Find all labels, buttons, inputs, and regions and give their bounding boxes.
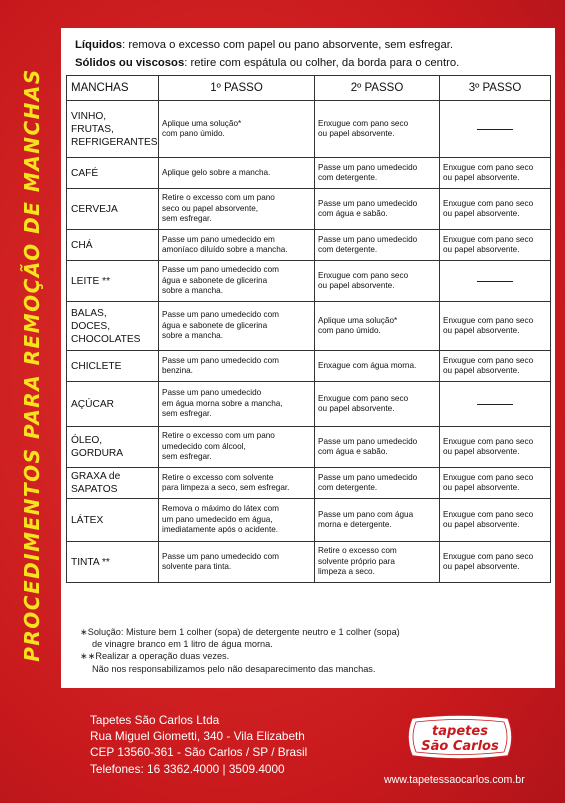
- stain-name-cell-line: LEITE **: [71, 275, 111, 287]
- step-3-cell-line: Enxugue com pano seco: [443, 472, 534, 482]
- step-3-cell-line: ou papel absorvente.: [443, 326, 520, 335]
- step-1-cell-line: Retire o excesso com um pano: [162, 193, 275, 203]
- header-step-3: 3º PASSO: [440, 76, 551, 101]
- step-3-cell: [440, 302, 551, 351]
- step-2-cell: [315, 189, 440, 230]
- step-3-cell: [440, 382, 551, 427]
- intro-text: [75, 36, 545, 72]
- step-1-cell-line: solvente para tinta.: [162, 562, 232, 571]
- step-2-cell-line: com detergente.: [318, 245, 378, 254]
- step-1-cell-line: Passe um pano umedecido com: [162, 265, 279, 275]
- step-2-cell-line: morna e detergente.: [318, 520, 392, 529]
- stain-name-cell-line: AÇÚCAR: [71, 398, 115, 410]
- table-row: [67, 351, 551, 382]
- intro-line-solids: [75, 54, 545, 72]
- step-1-cell-line: Retire o excesso com um pano: [162, 431, 275, 441]
- step-2-cell-line: Passe um pano umedecido: [318, 162, 418, 172]
- stain-name-cell-line: REFRIGERANTES: [71, 136, 158, 148]
- company-name: Tapetes São Carlos Ltda: [90, 713, 220, 727]
- step-1-cell-line: um pano umedecido em água,: [162, 514, 273, 524]
- table-row: [67, 427, 551, 468]
- step-3-cell-line: Enxugue com pano seco: [443, 162, 534, 172]
- stain-table: [66, 75, 551, 583]
- step-1-cell-line: água e sabonete de glicerina: [162, 275, 268, 285]
- step-3-cell-line: ou papel absorvente.: [443, 520, 520, 529]
- step-1-cell-line: sem esfregar.: [162, 409, 212, 419]
- step-2-cell-line: Passe um pano umedecido: [318, 234, 418, 244]
- header-step-2: 2º PASSO: [315, 76, 440, 101]
- step-1-cell: [159, 101, 315, 158]
- stain-name-cell-line: SAPATOS: [71, 484, 118, 495]
- table-row: [67, 261, 551, 302]
- step-3-cell: [440, 427, 551, 468]
- step-1-cell-line: sobre a mancha.: [162, 286, 223, 296]
- step-3-cell-line: Enxugue com pano seco: [443, 355, 534, 365]
- step-3-cell: [440, 230, 551, 261]
- stain-name-cell-line: CAFÉ: [71, 167, 99, 179]
- step-1-cell-line: em água morna sobre a mancha,: [162, 398, 283, 408]
- stain-name-cell-line: FRUTAS,: [71, 123, 114, 135]
- table-row: [67, 230, 551, 261]
- header-step-1: 1º PASSO: [159, 76, 315, 101]
- step-1-cell: [159, 382, 315, 427]
- step-2-cell-line: Enxugue com pano seco: [318, 393, 409, 403]
- table-row: [67, 382, 551, 427]
- stain-name-cell: [67, 499, 159, 542]
- stain-name-cell: [67, 468, 159, 499]
- footnote-line: ∗Solução: Misture bem 1 colher (sopa) de detergente neutro e 1 colher (sopa): [80, 627, 400, 637]
- stain-name-cell: [67, 189, 159, 230]
- table-row: [67, 158, 551, 189]
- stain-name-cell-line: CHÁ: [71, 239, 93, 251]
- side-title: [12, 68, 52, 662]
- step-2-cell: [315, 230, 440, 261]
- step-1-cell-line: sem esfregar.: [162, 452, 212, 462]
- stain-name-cell: [67, 261, 159, 302]
- step-3-cell: [440, 158, 551, 189]
- step-2-cell-line: com água e sabão.: [318, 447, 388, 456]
- stain-name-cell-line: LÁTEX: [71, 514, 104, 526]
- stain-name-cell-line: GORDURA: [71, 448, 124, 459]
- step-1-cell-line: Aplique gelo sobre a mancha.: [162, 167, 271, 177]
- street-address: Rua Miguel Giometti, 340 - Vila Elizabeth: [90, 729, 305, 744]
- step-1-cell-line: com pano úmido.: [162, 129, 225, 138]
- footnote-line: Não nos responsabilizamos pelo não desaparecimento das manchas.: [92, 663, 376, 674]
- stain-name-cell-line: CERVEJA: [71, 203, 118, 215]
- step-3-cell-line: ou papel absorvente.: [443, 209, 520, 218]
- step-1-cell-line: Remova o máximo do látex com: [162, 504, 279, 514]
- step-3-cell: [440, 351, 551, 382]
- stain-name-cell-line: VINHO,: [71, 110, 107, 122]
- step-2-cell-line: Passe um pano umedecido: [318, 472, 418, 482]
- step-1-cell: [159, 468, 315, 499]
- table-row: [67, 542, 551, 583]
- step-2-cell-line: Enxague com água morna.: [318, 360, 417, 370]
- step-3-cell-line: Enxugue com pano seco: [443, 551, 534, 561]
- step-1-cell: [159, 261, 315, 302]
- step-1-cell: [159, 302, 315, 351]
- no-step-dash: [477, 129, 513, 130]
- step-3-cell-line: Enxugue com pano seco: [443, 436, 534, 446]
- side-title-text: PROCEDIMENTOS PARA REMOÇÃO DE MANCHAS: [20, 68, 44, 662]
- step-2-cell: [315, 468, 440, 499]
- intro-liquids-label: Líquidos: [75, 39, 123, 51]
- step-2-cell: [315, 499, 440, 542]
- step-1-cell-line: para limpeza a seco, sem esfregar.: [162, 483, 290, 492]
- stain-name-cell: [67, 302, 159, 351]
- step-1-cell: [159, 499, 315, 542]
- step-1-cell: [159, 158, 315, 189]
- step-2-cell-line: Aplique uma solução*: [318, 315, 398, 325]
- step-3-cell: [440, 468, 551, 499]
- step-2-cell-line: ou papel absorvente.: [318, 129, 395, 138]
- table-row: [67, 302, 551, 351]
- step-2-cell-line: Enxugue com pano seco: [318, 270, 409, 280]
- no-step-dash: [477, 281, 513, 282]
- step-1-cell-line: imediatamente após o acidente.: [162, 525, 279, 535]
- step-2-cell-line: Passe um pano com água: [318, 509, 414, 519]
- stain-name-cell: [67, 427, 159, 468]
- table-row: [67, 189, 551, 230]
- intro-liquids-text: : remova o excesso com papel ou pano absorvente, sem esfregar.: [122, 39, 454, 51]
- stain-name-cell: [67, 351, 159, 382]
- step-2-cell: [315, 302, 440, 351]
- step-1-cell-line: umedecido com álcool,: [162, 441, 246, 451]
- step-1-cell-line: Passe um pano umedecido com: [162, 551, 279, 561]
- stain-name-cell-line: BALAS,: [71, 307, 107, 319]
- step-2-cell-line: solvente próprio para: [318, 556, 395, 566]
- header-stains: MANCHAS: [67, 76, 159, 101]
- footnote-line: ∗∗Realizar a operação duas vezes.: [80, 651, 230, 662]
- step-2-cell: [315, 351, 440, 382]
- step-1-cell: [159, 427, 315, 468]
- step-1-cell-line: Aplique uma solução*: [162, 118, 242, 128]
- step-1-cell-line: Passe um pano umedecido com: [162, 310, 279, 320]
- step-1-cell: [159, 351, 315, 382]
- step-2-cell: [315, 382, 440, 427]
- step-1-cell-line: amoníaco diluído sobre a mancha.: [162, 245, 288, 254]
- stain-name-cell-line: DOCES,: [71, 320, 111, 332]
- step-2-cell-line: ou papel absorvente.: [318, 404, 395, 413]
- step-2-cell-line: Enxugue com pano seco: [318, 118, 409, 128]
- step-1-cell-line: Passe um pano umedecido em: [162, 234, 275, 244]
- step-2-cell-line: com detergente.: [318, 173, 378, 182]
- step-2-cell: [315, 158, 440, 189]
- step-1-cell-line: sobre a mancha.: [162, 331, 223, 341]
- step-3-cell: [440, 542, 551, 583]
- stain-name-cell-line: CHICLETE: [71, 360, 122, 372]
- stain-name-cell-line: CHOCOLATES: [71, 333, 141, 345]
- step-2-cell-line: com pano úmido.: [318, 326, 381, 335]
- step-2-cell-line: limpeza a seco.: [318, 567, 375, 577]
- company-logo: [404, 714, 516, 760]
- content-card: [61, 28, 555, 688]
- website-url: www.tapetessaocarlos.com.br: [384, 774, 525, 786]
- step-1-cell-line: Passe um pano umedecido com: [162, 355, 279, 365]
- step-2-cell-line: Passe um pano umedecido: [318, 436, 418, 446]
- step-1-cell: [159, 189, 315, 230]
- step-3-cell-line: ou papel absorvente.: [443, 483, 520, 492]
- step-3-cell-line: ou papel absorvente.: [443, 562, 520, 571]
- step-2-cell: [315, 542, 440, 583]
- step-1-cell-line: Passe um pano umedecido: [162, 388, 262, 398]
- step-1-cell-line: água e sabonete de glicerina: [162, 320, 268, 330]
- stain-name-cell-line: ÓLEO,: [71, 435, 103, 446]
- stain-name-cell: [67, 382, 159, 427]
- step-1-cell: [159, 230, 315, 261]
- step-2-cell: [315, 101, 440, 158]
- step-3-cell: [440, 189, 551, 230]
- stain-name-cell-line: GRAXA de: [71, 471, 121, 482]
- stain-name-cell: [67, 230, 159, 261]
- no-step-dash: [477, 404, 513, 405]
- footnote-line: de vinagre branco em 1 litro de água morna.: [92, 639, 273, 650]
- logo-line-2: São Carlos: [421, 739, 499, 754]
- step-3-cell-line: Enxugue com pano seco: [443, 509, 534, 519]
- step-2-cell-line: ou papel absorvente.: [318, 281, 395, 290]
- step-3-cell-line: ou papel absorvente.: [443, 447, 520, 456]
- stain-name-cell: [67, 158, 159, 189]
- table-header-row: [67, 76, 551, 101]
- phone-numbers: Telefones: 16 3362.4000 | 3509.4000: [90, 761, 285, 776]
- intro-solids-text: : retire com espátula ou colher, da borda para o centro.: [184, 57, 460, 69]
- step-3-cell-line: ou papel absorvente.: [443, 366, 520, 375]
- footer-address: [90, 712, 307, 777]
- postal-code: CEP 13560-361 - São Carlos / SP / Brasil: [90, 745, 308, 760]
- step-3-cell-line: ou papel absorvente.: [443, 245, 520, 254]
- step-3-cell-line: Enxugue com pano seco: [443, 315, 534, 325]
- step-2-cell-line: Retire o excesso com: [318, 546, 397, 556]
- step-1-cell-line: seco ou papel absorvente,: [162, 203, 259, 213]
- step-3-cell: [440, 261, 551, 302]
- step-1-cell-line: benzina.: [162, 366, 193, 375]
- step-3-cell: [440, 499, 551, 542]
- step-2-cell-line: com água e sabão.: [318, 209, 388, 218]
- stain-name-cell: [67, 101, 159, 158]
- table-row: [67, 101, 551, 158]
- logo-line-1: tapetes: [432, 724, 488, 739]
- step-1-cell: [159, 542, 315, 583]
- table-row: [67, 499, 551, 542]
- intro-line-liquids: [75, 36, 545, 54]
- step-3-cell: [440, 101, 551, 158]
- step-2-cell-line: com detergente.: [318, 483, 378, 492]
- step-3-cell-line: Enxugue com pano seco: [443, 198, 534, 208]
- stain-name-cell: [67, 542, 159, 583]
- stain-name-cell-line: TINTA **: [71, 556, 110, 568]
- step-2-cell: [315, 427, 440, 468]
- footnotes: [80, 626, 550, 675]
- step-3-cell-line: ou papel absorvente.: [443, 173, 520, 182]
- step-1-cell-line: Retire o excesso com solvente: [162, 472, 274, 482]
- step-3-cell-line: Enxugue com pano seco: [443, 234, 534, 244]
- table-row: [67, 468, 551, 499]
- step-2-cell-line: Passe um pano umedecido: [318, 198, 418, 208]
- intro-solids-label: Sólidos ou viscosos: [75, 57, 185, 69]
- step-1-cell-line: sem esfregar.: [162, 214, 212, 224]
- step-2-cell: [315, 261, 440, 302]
